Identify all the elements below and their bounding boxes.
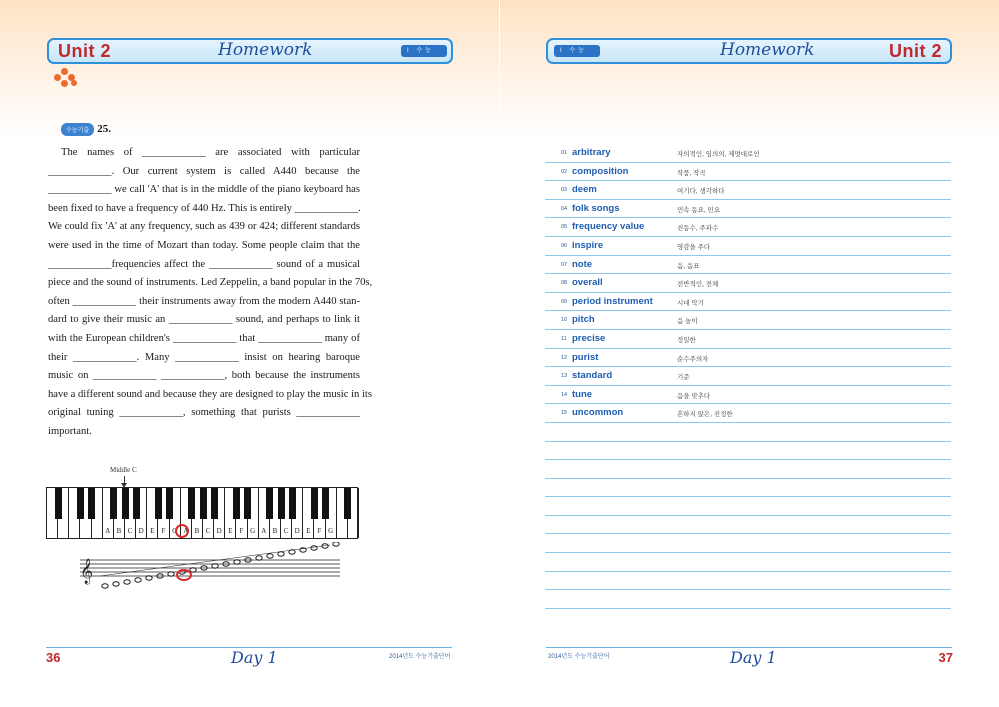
passage-line: dard to give their music an ____________ sound, and perhaps to link it — [48, 314, 360, 326]
a440-highlight-circle — [175, 524, 189, 538]
question-badge: 수능기출 — [61, 123, 94, 136]
vocab-row — [545, 293, 951, 312]
vocab-number: 04 — [561, 205, 568, 212]
key-letter: D — [294, 527, 300, 535]
vocab-meaning: 시대 악기 — [677, 299, 704, 307]
vocab-meaning: 진동수, 주파수 — [677, 225, 719, 233]
vocab-meaning: 여기다, 생각하다 — [677, 188, 725, 196]
a440-note-circle — [177, 570, 191, 580]
black-key — [166, 488, 173, 519]
vocab-word: overall — [572, 277, 603, 289]
left-page — [0, 0, 499, 707]
vocab-row — [545, 218, 951, 237]
vocab-meaning: 음, 음표 — [677, 262, 700, 270]
vocab-number: 02 — [561, 168, 568, 175]
passage-line: been fixed to have a frequency of 440 Hz. This is entirely ____________. — [48, 202, 361, 214]
key-letter: B — [116, 527, 122, 535]
vocab-number: 03 — [561, 187, 568, 194]
black-key — [244, 488, 251, 519]
vocab-meaning: 전반적인, 전체 — [677, 281, 719, 289]
black-key — [188, 488, 195, 519]
source-label: 2014년도 수능기출단어 — [389, 654, 451, 660]
key-letter: C — [283, 527, 289, 535]
key-letter: F — [239, 527, 244, 535]
black-key — [110, 488, 117, 519]
page-number: 36 — [46, 650, 61, 665]
day-label: Day 1 — [231, 648, 278, 667]
key-letter: C — [127, 527, 133, 535]
treble-clef-icon: 𝄞 — [80, 559, 94, 584]
black-key — [344, 488, 351, 519]
black-key — [211, 488, 218, 519]
source-label: 2014년도 수능기출단어 — [548, 654, 610, 660]
vocab-row — [545, 460, 951, 479]
vocab-word: folk songs — [572, 202, 620, 214]
vocab-row — [545, 330, 951, 349]
black-key — [289, 488, 296, 519]
vocab-word: purist — [572, 351, 599, 363]
key-letter: E — [306, 527, 311, 535]
vocab-meaning: 영감을 주다 — [677, 243, 711, 251]
key-letter: G — [328, 527, 334, 535]
black-key — [122, 488, 129, 519]
vocab-meaning: 자의적인, 임의의, 제멋대로인 — [677, 151, 760, 158]
vocab-meaning: 기준 — [677, 374, 690, 382]
passage-line: ____________frequencies affect the ____________ sound of a musical — [48, 258, 360, 270]
whole-note — [234, 560, 240, 564]
key-letter: F — [161, 527, 166, 535]
vocab-word: arbitrary — [572, 147, 611, 158]
vocab-row — [545, 516, 951, 535]
left-header-bar — [47, 38, 453, 64]
unit-label: Unit 2 — [58, 41, 112, 61]
vocab-row — [545, 442, 951, 461]
black-key — [322, 488, 329, 519]
whole-note — [113, 582, 119, 586]
right-header-bar — [546, 38, 952, 64]
vocab-word: standard — [572, 370, 613, 382]
vocab-number: 14 — [561, 391, 568, 398]
passage-line: original tuning ____________, something that purists ____________ — [48, 407, 360, 419]
homework-title: Homework — [218, 40, 313, 60]
passage-line: music on ____________ ____________, both because the instruments — [48, 370, 360, 382]
vocab-meaning: 작품, 작곡 — [677, 169, 706, 177]
vocab-word: tune — [572, 388, 593, 400]
vocab-word: composition — [572, 165, 629, 177]
passage-line: their ____________. Many ____________ insist on hearing baroque — [48, 351, 360, 363]
vocab-number: 10 — [561, 317, 568, 324]
vocab-row — [545, 349, 951, 368]
section-pill: I 수능 — [554, 45, 600, 57]
vocab-row — [545, 497, 951, 516]
whole-note — [212, 564, 218, 568]
middle-c-label: Middle C — [110, 466, 137, 474]
passage — [48, 144, 373, 442]
vocab-number: 09 — [561, 298, 568, 305]
vocab-number: 05 — [561, 224, 568, 231]
key-letter: A — [183, 527, 189, 535]
black-key — [77, 488, 84, 519]
key-letter: D — [138, 527, 144, 535]
whole-note — [146, 576, 152, 580]
vocab-word: note — [572, 258, 593, 270]
vocab-word: deem — [572, 184, 597, 196]
day-label: Day 1 — [730, 648, 777, 667]
whole-note — [311, 546, 317, 550]
key-letter: A — [105, 527, 111, 535]
vocab-meaning: 정밀한 — [677, 336, 696, 344]
vocab-number: 07 — [561, 261, 568, 268]
whole-note — [333, 542, 339, 546]
question-header — [61, 123, 111, 136]
musical-staff — [80, 542, 340, 592]
passage-line: often ____________ their instruments away from the modern A440 stan- — [48, 295, 360, 307]
black-key — [278, 488, 285, 519]
vocab-row — [545, 144, 951, 163]
vocab-number: 01 — [561, 150, 568, 156]
vocab-number: 06 — [561, 242, 568, 249]
whole-note — [278, 552, 284, 556]
vocab-row — [545, 311, 951, 330]
vocab-row — [545, 479, 951, 498]
vocab-row — [545, 163, 951, 182]
key-letter: D — [216, 527, 222, 535]
key-letter: E — [150, 527, 155, 535]
vocab-row — [545, 200, 951, 219]
vocab-row — [545, 590, 951, 609]
vocab-number: 11 — [561, 335, 567, 342]
vocab-meaning: 순수주의자 — [677, 355, 709, 363]
vocab-number: 12 — [561, 354, 568, 361]
passage-line: We could fix 'A' at any frequency, such as 439 or 424; different standards — [48, 221, 360, 233]
black-key — [266, 488, 273, 519]
vocab-meaning: 민속 동요, 민요 — [677, 206, 721, 214]
passage-line: with the European children's ____________ that ____________ many of — [48, 332, 360, 344]
whole-note — [102, 584, 108, 588]
black-key — [55, 488, 62, 519]
vocab-word: period instrument — [572, 295, 653, 307]
vocab-number: 13 — [561, 373, 568, 380]
vocab-word: inspire — [572, 239, 604, 251]
vocab-word: uncommon — [572, 407, 624, 419]
passage-line: important. — [48, 425, 92, 437]
black-key — [311, 488, 318, 519]
vocab-row — [545, 367, 951, 386]
vocab-meaning: 흔하지 않은, 진정한 — [677, 411, 733, 419]
vocab-row — [545, 423, 951, 442]
black-key — [133, 488, 140, 519]
section-pill: I 수능 — [401, 45, 447, 57]
page-number: 37 — [938, 650, 953, 665]
piano-keyboard — [46, 487, 358, 539]
homework-title: Homework — [720, 40, 815, 60]
vocab-row — [545, 274, 951, 293]
key-letter: C — [205, 527, 211, 535]
whole-note — [190, 568, 196, 572]
vocab-row — [545, 237, 951, 256]
whole-note — [168, 572, 174, 576]
key-letter: G — [250, 527, 256, 535]
vocab-list — [545, 144, 951, 609]
question-number: 25. — [97, 123, 111, 136]
vocab-row — [545, 386, 951, 405]
down-arrow-icon — [124, 476, 125, 485]
whole-note — [289, 550, 295, 554]
key-letter: A — [261, 527, 267, 535]
black-key — [155, 488, 162, 519]
vocab-row — [545, 181, 951, 200]
whole-note — [256, 556, 262, 560]
black-key — [233, 488, 240, 519]
vocab-row — [545, 404, 951, 423]
whole-note — [267, 554, 273, 558]
key-letter: B — [272, 527, 278, 535]
black-key — [200, 488, 207, 519]
unit-label: Unit 2 — [888, 41, 942, 61]
vocab-meaning: 음 높이 — [677, 318, 698, 326]
vocab-number: 15 — [561, 410, 568, 417]
vocab-meaning: 음을 맞추다 — [677, 392, 711, 400]
vocab-word: pitch — [572, 314, 595, 326]
whole-note — [124, 580, 130, 584]
passage-line: ____________. Our current system is called A440 because the — [48, 165, 360, 177]
vocab-row — [545, 553, 951, 572]
key-letter: B — [194, 527, 200, 535]
vocab-word: precise — [572, 332, 606, 344]
passage-line: have a different sound and because they are designed to play the music in its — [48, 388, 372, 400]
key-letter: E — [228, 527, 233, 535]
key-letter: G — [172, 527, 178, 535]
passage-line: ____________ we call 'A' that is in the middle of the piano keyboard has — [48, 184, 360, 196]
vocab-row — [545, 572, 951, 591]
vocab-row — [545, 534, 951, 553]
passage-line: were used in the time of Mozart than today. Some people claim that the — [48, 239, 360, 251]
black-key — [88, 488, 95, 519]
vocab-row — [545, 256, 951, 275]
key-letter: F — [317, 527, 322, 535]
vocab-word: frequency value — [572, 221, 645, 233]
whole-note — [135, 578, 141, 582]
passage-line: The names of ____________ are associated with particular — [61, 147, 360, 158]
decorative-dots-icon — [52, 68, 78, 88]
vocab-number: 08 — [561, 280, 568, 287]
passage-line: piece and the sound of instruments. Led Zeppelin, a band popular in the 70s, — [48, 277, 373, 289]
